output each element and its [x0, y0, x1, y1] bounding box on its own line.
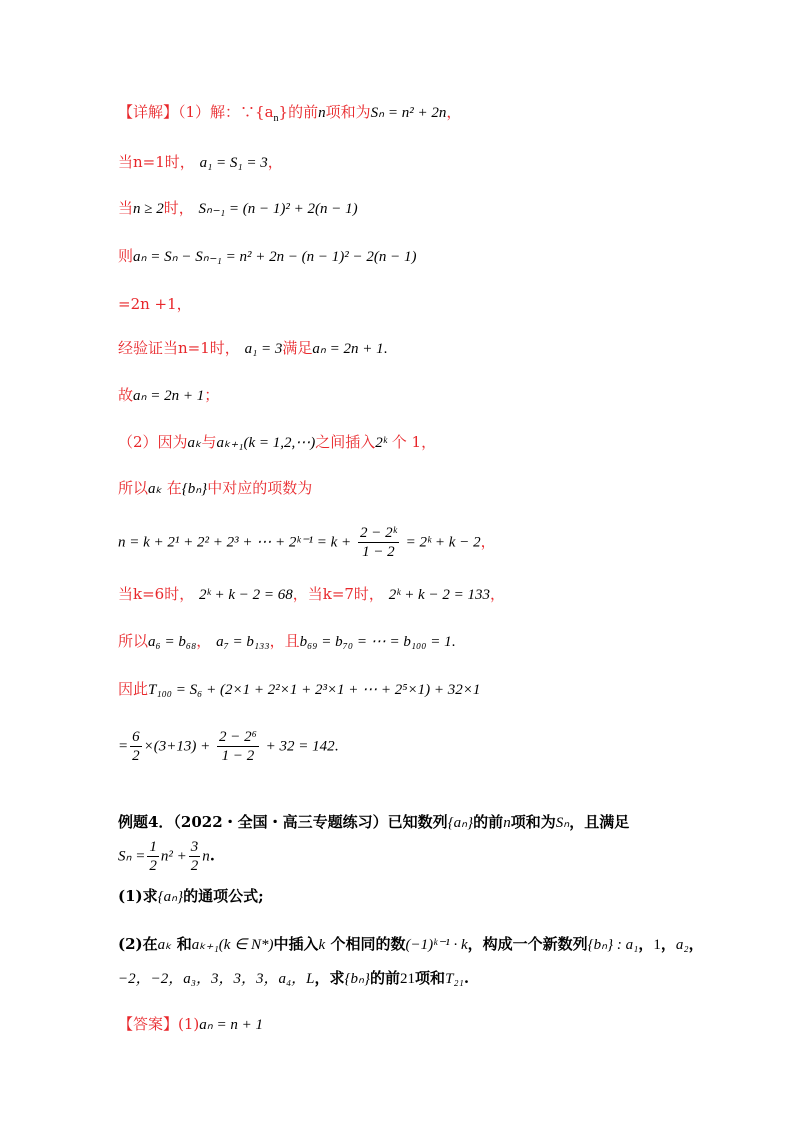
example-title-line: 例题4．（2022・全国・高三专题练习）已知数列{aₙ}的前n项和为Sₙ，且满足: [118, 813, 630, 831]
solution-line-5: =2n +1，: [118, 295, 192, 313]
solution-line-14: = $\frac{6}{2}$ ×(3+13) + $\frac{\text{2 − 2⁶}}{1 - 2}$ + 32 = 142.: [118, 729, 339, 764]
solution-line-3: 当n ≥ 2时， Sₙ₋₁ = (n − 1)² + 2(n − 1): [118, 199, 358, 217]
fraction: $\frac{6}{2}$: [132, 729, 140, 764]
solution-line-4: 则aₙ = Sₙ − Sₙ₋₁ = n² + 2n − (n − 1)² − 2(n − 1): [118, 247, 417, 265]
solution-line-12: 所以a₆ = b₆₈， a₇ = b₁₃₃，且b₆₉ = b₇₀ = ⋯ = b₁₀₀ = 1.: [118, 632, 456, 650]
fraction: $\frac{\text{2 − 2⁶}}{1 - 2}$: [219, 729, 257, 764]
fraction: $\frac{3}{2}$: [190, 839, 199, 874]
answer-line: 【答案】(1)aₙ = n + 1: [118, 1015, 263, 1033]
solution-line-2: 当n=1时， a₁ = S₁ = 3，: [118, 153, 283, 171]
solution-line-9: 所以aₖ 在{bₙ}中对应的项数为: [118, 479, 313, 497]
question-2-continued: −2，−2，a₃，3，3，3，a₄，L，求{bₙ}的前21项和T₂₁.: [118, 969, 470, 987]
question-2: (2)在aₖ 和aₖ₊₁(k ∈ N*)中插入k 个相同的数(−1)ᵏ⁻¹ · k，构成一个新数列{bₙ} : a₁，1，a₂，: [118, 935, 704, 953]
answer-label: 【答案】: [118, 1015, 179, 1033]
solution-line-10: n = k + 2¹ + 2² + 2³ + ⋯ + 2ᵏ⁻¹ = k + $\frac{\text{2 − 2ᵏ}}{1 - 2}$ = 2ᵏ + k − 2，: [118, 525, 496, 560]
solution-line-1: 【详解】（1）解：$\because\{a_n\}$的前n项和为Sₙ = n² + 2n，: [118, 103, 462, 124]
solution-line-11: 当k=6时， 2ᵏ + k − 2 = 68，当k=7时， 2ᵏ + k − 2 = 133，: [118, 585, 505, 603]
solution-line-7: 故aₙ = 2n + 1；: [118, 386, 220, 404]
fraction: $\frac{\text{2 − 2ᵏ}}{1 - 2}$: [359, 525, 397, 560]
fraction: $\frac{1}{2}$: [149, 839, 157, 874]
solution-label: 【详解】: [118, 103, 179, 121]
solution-line-8: （2）因为aₖ与aₖ₊₁(k = 1,2,⋯)之间插入2ᵏ 个 1，: [118, 433, 437, 451]
question-1: (1)求{aₙ}的通项公式;: [118, 887, 264, 905]
solution-line-13: 因此T₁₀₀ = S₆ + (2×1 + 2²×1 + 2³×1 + ⋯ + 2⁵×1) + 32×1: [118, 680, 481, 698]
example-formula-line: Sₙ = $\frac{1}{2}$ n² + $\frac{3}{2}$ n.: [118, 839, 215, 874]
solution-line-6: 经验证当n=1时， a₁ = 3满足aₙ = 2n + 1.: [118, 339, 388, 357]
